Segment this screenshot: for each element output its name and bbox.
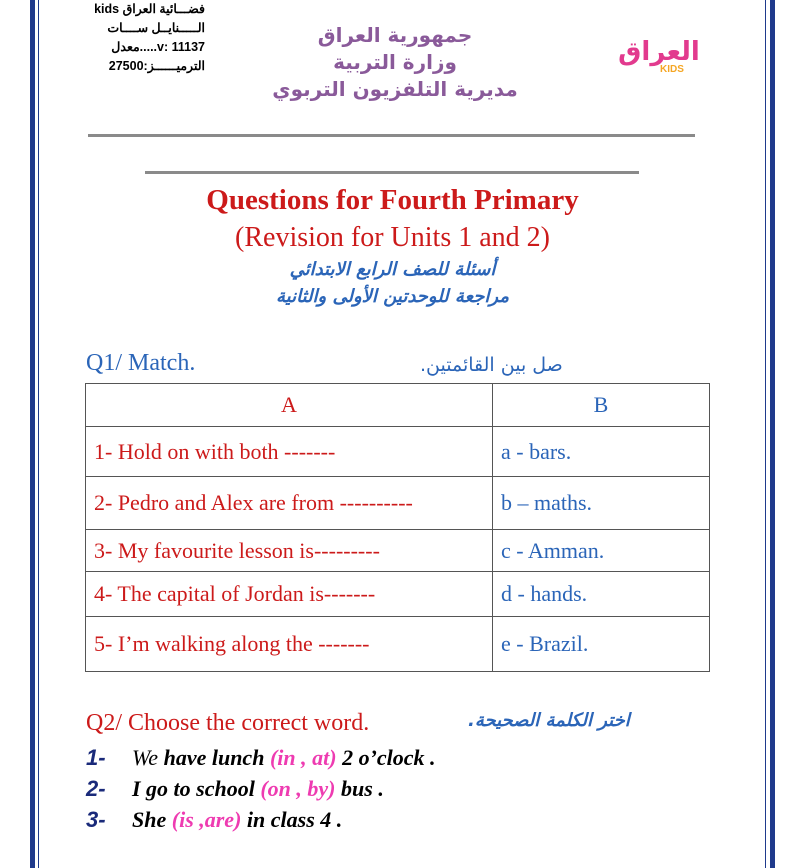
item-options: (is ,are) bbox=[171, 807, 242, 832]
item-options: (in , at) bbox=[269, 745, 337, 770]
row-b-text: a - bars. bbox=[493, 427, 710, 477]
item-number: 1- bbox=[86, 745, 106, 770]
channel-info bbox=[50, 0, 205, 76]
q2-arabic-label: اختر الكلمة الصحيحة. bbox=[468, 710, 630, 731]
table-row bbox=[86, 572, 710, 617]
row-b-text: d - hands. bbox=[493, 572, 710, 617]
table-row bbox=[86, 530, 710, 572]
table-row bbox=[86, 617, 710, 672]
header-directorate: مديرية التلفزيون التربوي bbox=[272, 77, 518, 101]
row-b-text: b – maths. bbox=[493, 477, 710, 530]
column-b-header: B bbox=[493, 384, 710, 427]
row-b-text: c - Amman. bbox=[493, 530, 710, 572]
item-number: 3- bbox=[86, 807, 106, 832]
table-header-row bbox=[86, 384, 710, 427]
item-options: (on , by) bbox=[260, 776, 336, 801]
divider-line bbox=[145, 171, 639, 174]
item-text: bus . bbox=[335, 776, 384, 801]
channel-name: فضـــائية العراق kids bbox=[94, 2, 205, 16]
worksheet-subtitle: (Revision for Units 1 and 2) bbox=[235, 222, 550, 253]
logo-arabic-text: العراق bbox=[618, 37, 700, 67]
iraq-kids-logo bbox=[614, 28, 704, 78]
symbol-rate: الترميــــــز:27500 bbox=[108, 59, 205, 73]
item-text: 2 o’clock . bbox=[336, 745, 436, 770]
ministry-header bbox=[260, 22, 530, 103]
table-row bbox=[86, 477, 710, 530]
row-a-text: 3- My favourite lesson is--------- bbox=[86, 530, 493, 572]
arabic-title-line1: أسئلة للصف الرابع الابتدائي bbox=[289, 259, 496, 280]
item-text: We bbox=[132, 745, 159, 770]
row-a-text: 5- I’m walking along the ------- bbox=[86, 617, 493, 672]
q1-label: Q1/ Match. bbox=[86, 350, 196, 376]
header-ministry: وزارة التربية bbox=[333, 50, 457, 74]
row-a-text: 2- Pedro and Alex are from ---------- bbox=[86, 477, 493, 530]
satellite-name: الـــــنايــل ســــات bbox=[107, 21, 205, 35]
arabic-title-line2: مراجعة للوحدتين الأولى والثانية bbox=[276, 286, 509, 307]
match-table bbox=[85, 383, 710, 672]
item-text: in class 4 . bbox=[241, 807, 343, 832]
page-border-right bbox=[770, 0, 775, 868]
page-border-left bbox=[30, 0, 35, 868]
worksheet-title: Questions for Fourth Primary bbox=[206, 184, 579, 216]
column-a-header: A bbox=[86, 384, 493, 427]
item-text: I go to school bbox=[132, 776, 261, 801]
question-item bbox=[86, 807, 342, 833]
q2-label: Q2/ Choose the correct word. bbox=[86, 710, 370, 736]
divider-line bbox=[88, 134, 695, 137]
question-item bbox=[86, 745, 436, 771]
table-row bbox=[86, 427, 710, 477]
row-a-text: 4- The capital of Jordan is------- bbox=[86, 572, 493, 617]
arabic-title bbox=[0, 256, 785, 310]
item-text: have lunch bbox=[158, 745, 270, 770]
header-republic: جمهورية العراق bbox=[317, 23, 473, 47]
item-text: She bbox=[132, 807, 172, 832]
row-a-text: 1- Hold on with both ------- bbox=[86, 427, 493, 477]
question-item bbox=[86, 776, 384, 802]
q1-arabic-label: صل بين القائمتين. bbox=[420, 354, 563, 376]
item-number: 2- bbox=[86, 776, 106, 801]
row-b-text: e - Brazil. bbox=[493, 617, 710, 672]
frequency: v: 11137.....معدل bbox=[111, 40, 205, 54]
logo-kids-text: KIDS bbox=[660, 64, 684, 75]
